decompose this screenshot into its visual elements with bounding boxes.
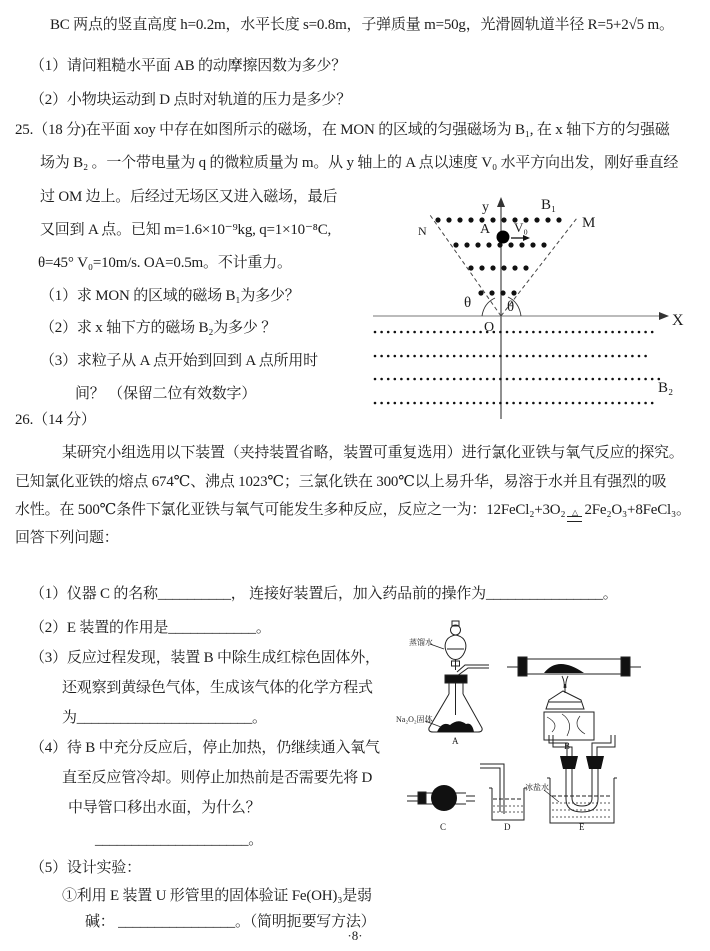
magnetic-field-diagram bbox=[368, 193, 708, 423]
velocity-arrowhead-icon bbox=[523, 235, 530, 241]
label-b2: B₂ bbox=[658, 380, 674, 396]
q26-sub3-line2: 还观察到黄绿色气体，生成该气体的化学方程式 bbox=[62, 680, 373, 696]
label-b1: B₁ bbox=[541, 197, 557, 213]
theta-arc-left bbox=[482, 298, 495, 316]
label-apparatus-e: E bbox=[579, 822, 585, 832]
apparatus-E bbox=[544, 735, 617, 823]
q26-reaction-line bbox=[15, 500, 691, 522]
reaction-condition: △ bbox=[571, 508, 578, 517]
q25-line-3: 过 OM 边上。后经过无场区又进入磁场，最后 bbox=[40, 189, 338, 205]
q25-sub1: （1）求 MON 的区域的磁场 B₁为多少？ bbox=[40, 288, 300, 304]
q26-sub3-line1: （3）反应过程发现，装置 B 中除生成红棕色固体外， bbox=[30, 650, 380, 666]
page-number: ·8· bbox=[347, 928, 363, 943]
q26-sub5: （5）设计实验： bbox=[30, 860, 141, 876]
label-apparatus-d: D bbox=[504, 822, 511, 832]
apparatus-C bbox=[407, 785, 475, 811]
apparatus-D bbox=[480, 764, 527, 820]
q26-sub4-line1: （4）待 B 中充分反应后，停止加热，仍继续通入氧气 bbox=[30, 740, 380, 756]
x-axis-arrow-icon bbox=[659, 312, 669, 320]
apparatus-figure bbox=[392, 612, 710, 847]
q26-sub4-blank: _____________________。 bbox=[95, 832, 264, 848]
q26-sub4-line2: 直至反应管冷却。则停止加热前是否需要先将 D bbox=[62, 770, 373, 786]
label-theta-left: θ bbox=[464, 295, 472, 311]
label-v0: V₀ bbox=[514, 220, 528, 235]
reaction-pre-text: 水性。在 500℃条件下氯化亚铁与氧气可能发生多种反应，反应之一为： bbox=[15, 502, 487, 518]
label-apparatus-c: C bbox=[440, 822, 447, 832]
apparatus-B bbox=[507, 657, 641, 740]
q25-line-4: 又回到 A 点。已知 m=1.6×10⁻⁹kg, q=1×10⁻⁸C, bbox=[40, 222, 332, 238]
b2-field-dots bbox=[375, 332, 659, 403]
apparatus-A bbox=[425, 621, 489, 732]
q25-sub3a: （3）求粒子从 A 点开始到回到 A 点所用时 bbox=[40, 353, 318, 369]
label-m: M bbox=[582, 215, 596, 231]
q25-sub3b: 间？ （保留二位有效数字） bbox=[75, 386, 257, 402]
q26-sub5-exp1-blank: 碱： ________________。（简明扼要写方法） bbox=[85, 914, 376, 930]
reaction-equals bbox=[567, 509, 582, 522]
label-a: A bbox=[480, 222, 491, 237]
q26-sub5-exp1: ①利用 E 装置 U 形管里的固体验证 Fe(OH)₃是弱 bbox=[62, 888, 372, 904]
q26-para-1: 某研究小组选用以下装置（夹持装置省略，装置可重复选用）进行氯化亚铁与氧气反应的探究。 bbox=[62, 445, 684, 461]
q26-header: 26.（14 分） bbox=[15, 412, 96, 428]
q26-answer-prompt: 回答下列问题： bbox=[15, 530, 119, 546]
label-na2o2-solid: Na₂O₂固体 bbox=[396, 715, 433, 724]
label-apparatus-b: B bbox=[564, 741, 571, 751]
intro-line: BC 两点的竖直高度 h=0.2m，水平长度 s=0.8m，子弹质量 m=50g，光滑圆轨道半径 R=5+2√5 m。 bbox=[50, 17, 674, 33]
label-apparatus-a: A bbox=[452, 736, 459, 746]
q25-line-5: θ=45° V₀=10m/s. OA=0.5m。不计重力。 bbox=[38, 255, 292, 271]
reaction-rhs: 2Fe₂O₃+8FeCl₃。 bbox=[584, 502, 691, 518]
q24-sub1: （1）请问粗糙水平面 AB 的动摩擦因数为多少？ bbox=[30, 58, 347, 74]
q25-sub2: （2）求 x 轴下方的磁场 B₂为多少 ？ bbox=[40, 320, 277, 336]
q26-para-2: 已知氯化亚铁的熔点 674℃、沸点 1023℃；三氯化铁在 300℃以上易升华，易溶于水并且有强烈的吸 bbox=[15, 474, 667, 490]
q25-line-2: 场为 B₂ 。一个带电量为 q 的微粒质量为 m。从 y 轴上的 A 点以速度 V₀ 水平方向出发，刚好垂直经 bbox=[40, 155, 679, 171]
label-o: O bbox=[484, 320, 495, 335]
label-y-axis: y bbox=[482, 200, 489, 215]
q25-line-1: 25.（18 分)在平面 xoy 中存在如图所示的磁场，在 MON 的区域的匀强磁场为 B₁, 在 x 轴下方的匀强磁 bbox=[15, 122, 670, 138]
q26-sub1: （1）仪器 C 的名称__________， 连接好装置后，加入药品前的操作为________________。 bbox=[30, 586, 618, 602]
particle-at-A bbox=[497, 231, 510, 244]
label-distilled-water: 蒸馏水 bbox=[409, 638, 433, 647]
q26-sub2: （2）E 装置的作用是____________。 bbox=[30, 620, 271, 636]
q24-sub2: （2）小物块运动到 D 点时对轨道的压力是多少？ bbox=[30, 92, 352, 108]
y-axis-arrow-icon bbox=[497, 197, 505, 207]
q26-sub4-line3: 中导管口移出水面，为什么？ bbox=[68, 800, 261, 816]
label-x-axis: X bbox=[672, 312, 684, 329]
label-n: N bbox=[418, 224, 427, 238]
label-ice-salt-water: 冰盐水 bbox=[525, 783, 549, 792]
reaction-lhs: 12FeCl₂+3O₂ bbox=[486, 502, 566, 518]
label-theta-right: θ bbox=[507, 299, 515, 315]
q26-sub3-line3: 为________________________。 bbox=[62, 710, 267, 726]
